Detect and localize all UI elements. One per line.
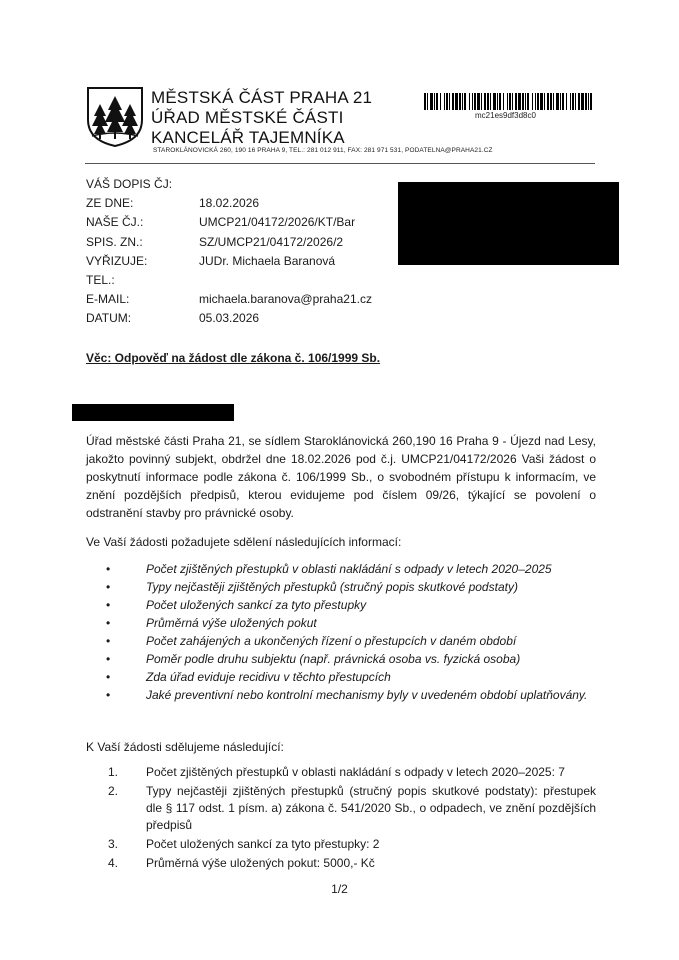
bullet-icon: • — [106, 652, 111, 666]
list-item — [86, 836, 596, 853]
list-item — [86, 764, 596, 781]
list-item — [86, 578, 596, 596]
org-name: MĚSTSKÁ ČÁST PRAHA 21 — [151, 88, 373, 107]
list-item-text: Počet uložených sankcí za tyto přestupky: 2 — [146, 837, 380, 851]
meta-label: TEL.: — [86, 273, 115, 287]
coat-of-arms-trees-icon — [86, 86, 144, 148]
list-number: 4. — [108, 856, 119, 870]
meta-label: SPIS. ZN.: — [86, 234, 143, 249]
list-item-text: Průměrná výše uložených pokut — [146, 616, 317, 630]
list-item — [86, 668, 596, 686]
request-intro: Ve Vaší žádosti požadujete sdělení následujících informací: — [86, 535, 402, 549]
page-number: 1/2 — [331, 882, 348, 896]
list-item — [86, 650, 596, 668]
bullet-icon: • — [106, 688, 111, 702]
list-number: 2. — [108, 784, 119, 798]
list-item-text: Počet zahájených a ukončených řízení o přestupcích v daném období — [146, 634, 517, 648]
list-item — [86, 855, 596, 872]
meta-value: 05.03.2026 — [199, 311, 260, 326]
list-item-text: Zda úřad eviduje recidivu v těchto přestupcích — [146, 670, 391, 684]
meta-label: DATUM: — [86, 311, 132, 326]
list-item — [86, 686, 596, 704]
org-address: STAROKLÁNOVICKÁ 260, 190 16 PRAHA 9, TEL.: 281 012 911, FAX: 281 971 531, PODATELNA@PRAHA21.CZ — [153, 147, 493, 154]
responses-list — [86, 764, 596, 874]
subject-line: Věc: Odpověď na žádost dle zákona č. 106/1999 Sb. — [86, 351, 381, 365]
bullet-icon: • — [106, 670, 111, 684]
org-department: KANCELÁŘ TAJEMNÍKA — [151, 128, 345, 147]
redacted-salutation — [72, 404, 234, 421]
list-item-text: Počet uložených sankcí za tyto přestupky — [146, 598, 367, 612]
bullet-icon: • — [106, 616, 111, 630]
org-office: ÚŘAD MĚSTSKÉ ČÁSTI — [151, 108, 344, 127]
redacted-recipient-address — [398, 182, 619, 265]
meta-value: 18.02.2026 — [199, 196, 260, 211]
list-item — [86, 596, 596, 614]
bullet-icon: • — [106, 598, 111, 612]
barcode — [424, 93, 594, 110]
list-item — [86, 560, 596, 578]
list-item — [86, 632, 596, 650]
header-divider — [85, 163, 595, 164]
intro-paragraph: Úřad městské části Praha 21, se sídlem Staroklánovická 260,190 16 Praha 9 - Újezd nad Lesy, jakožto povinný subjekt, obdržel dne 18.02.2026 pod č.j. UMCP21/04172/2026 Vaši žádost o poskytnutí informace podle zákona č. 106/1999 Sb., o svobodném přístupu k informacím, ve znění pozdějších předpisů, kterou evidujeme pod číslem 09/26, týkající se povolení o odstranění stavby pro právnické osoby. — [86, 434, 596, 520]
list-item-text: Jaké preventivní nebo kontrolní mechanismy byly v uvedeném období uplatňovány. — [146, 688, 588, 702]
requested-items-list — [86, 560, 596, 704]
meta-value: UMCP21/04172/2026/KT/Bar — [199, 215, 356, 230]
list-item-text: Počet zjištěných přestupků v oblasti nakládání s odpady v letech 2020–2025: 7 — [146, 765, 565, 779]
list-number: 1. — [108, 765, 119, 779]
bullet-icon: • — [106, 562, 111, 576]
meta-label: E-MAIL: — [86, 292, 130, 307]
list-item-text: Průměrná výše uložených pokut: 5000,- Kč — [146, 856, 375, 870]
meta-label: NAŠE ČJ.: — [86, 215, 144, 230]
meta-label: VÁŠ DOPIS ČJ: — [86, 177, 173, 191]
list-number: 3. — [108, 837, 119, 851]
bullet-icon: • — [106, 580, 111, 594]
list-item — [86, 783, 596, 834]
list-item-text: Typy nejčastěji zjištěných přestupků (stručný popis skutkové podstaty) — [146, 580, 518, 594]
meta-value: JUDr. Michaela Baranová — [199, 253, 336, 268]
list-item — [86, 614, 596, 632]
bullet-icon: • — [106, 634, 111, 648]
meta-value: SZ/UMCP21/04172/2026/2 — [199, 234, 344, 249]
meta-label: ZE DNE: — [86, 196, 134, 211]
meta-value: michaela.baranova@praha21.cz — [199, 292, 372, 307]
barcode-text: mc21es9df3d8c0 — [475, 111, 536, 120]
meta-label: VYŘIZUJE: — [86, 253, 148, 268]
list-item-text: Počet zjištěných přestupků v oblasti nakládání s odpady v letech 2020–2025 — [146, 562, 552, 576]
list-item-text: Poměr podle druhu subjektu (např. právnická osoba vs. fyzická osoba) — [146, 652, 521, 666]
response-intro: K Vaší žádosti sdělujeme následující: — [86, 740, 284, 754]
list-item-text: Typy nejčastěji zjištěných přestupků (stručný popis skutkové podstaty): přestupek dle § 117 odst. 1 písm. a) zákona č. 541/2020 Sb., o odpadech, ve znění pozdějších předpisů — [146, 784, 596, 832]
